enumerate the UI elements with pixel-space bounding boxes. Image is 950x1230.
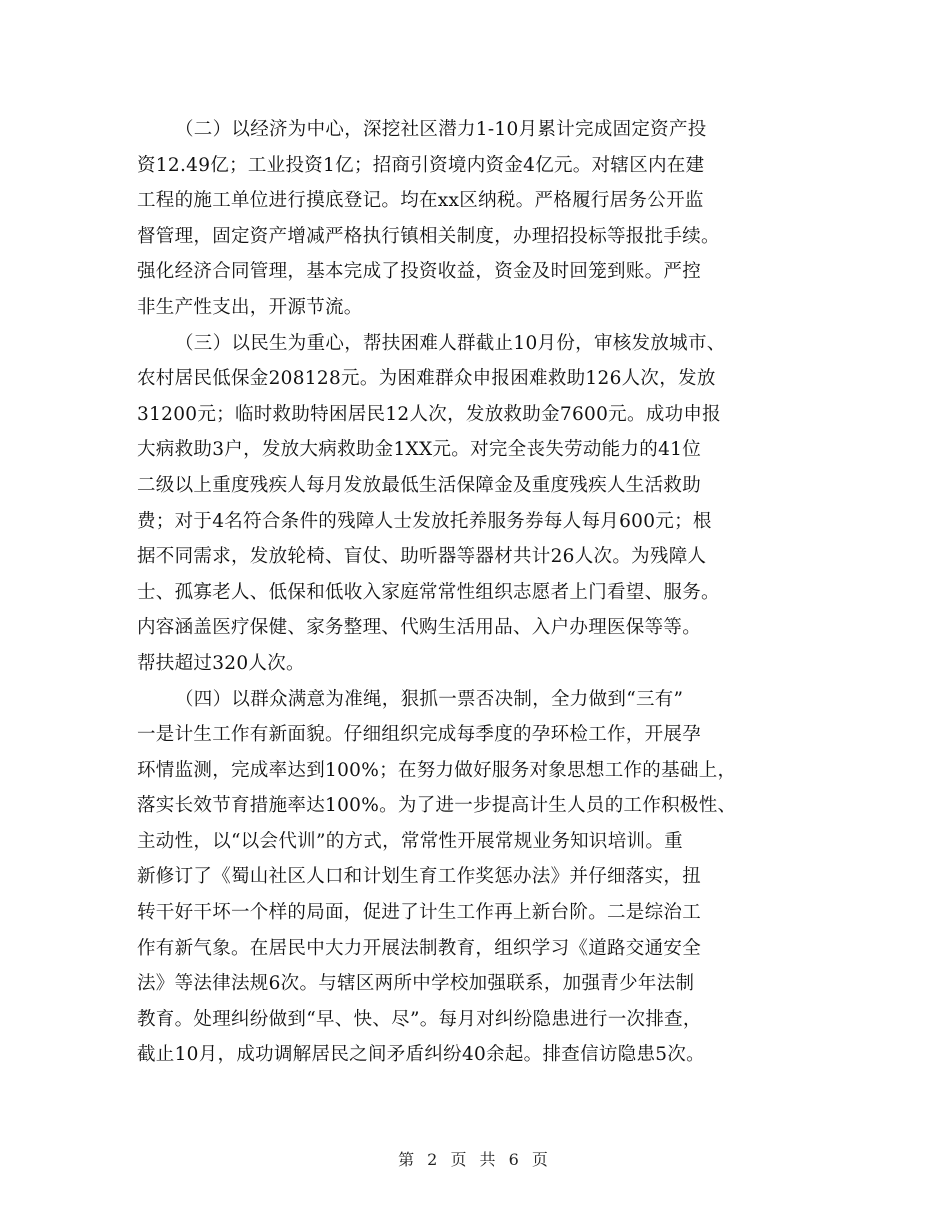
text-line: 作有新气象。在居民中大力开展法制教育，组织学习《道路交通安全 <box>137 937 702 959</box>
paragraph-economy <box>137 112 817 326</box>
text-line: 工程的施工单位进行摸底登记。均在xx区纳税。严格履行居务公开监 <box>137 190 704 212</box>
text-line: 大病救助3户，发放大病救助金1XX元。对完全丧失劳动能力的41位 <box>137 439 702 461</box>
text-line: 士、孤寡老人、低保和低收入家庭常常性组织志愿者上门看望、服务。 <box>137 581 720 603</box>
paragraph-livelihood <box>137 326 817 682</box>
text-line: 截止10月，成功调解居民之间矛盾纠纷40余起。排查信访隐患5次。 <box>137 1044 705 1066</box>
text-line: 农村居民低保金208128元。为困难群众申报困难救助126人次，发放 <box>137 368 716 390</box>
text-line: （三）以民生为重心，帮扶困难人群截止10月份，审核发放城市、 <box>175 332 726 354</box>
paragraph-satisfaction <box>137 682 817 1074</box>
text-line: 督管理，固定资产增减严格执行镇相关制度，办理招投标等报批手续。 <box>137 225 720 247</box>
text-line: 费；对于4名符合条件的残障人士发放托养服务券每人每月600元；根 <box>137 510 712 532</box>
text-line: 法》等法律法规6次。与辖区两所中学校加强联系，加强青少年法制 <box>137 973 695 995</box>
text-line: 31200元；临时救助特困居民12人次，发放救助金7600元。成功申报 <box>137 403 721 425</box>
text-line: 二级以上重度残疾人每月发放最低生活保障金及重度残疾人生活救助 <box>137 474 702 496</box>
text-line: 非生产性支出，开源节流。 <box>137 296 363 318</box>
text-line: 教育。处理纠纷做到“早、快、尽”。每月对纠纷隐患进行一次排查， <box>137 1008 702 1030</box>
text-line: 资12.49亿；工业投资1亿；招商引资境内资金4亿元。对辖区内在建 <box>137 154 705 176</box>
text-line: 落实长效节育措施率达100%。为了进一步提高计生人员的工作积极性、 <box>137 795 737 817</box>
text-line: （二）以经济为中心，深挖社区潜力1-10月累计完成固定资产投 <box>175 119 707 140</box>
text-line: 转干好干坏一个样的局面，促进了计生工作再上新台阶。二是综治工 <box>137 902 702 924</box>
text-line: 新修订了《蜀山社区人口和计划生育工作奖惩办法》并仔细落实，扭 <box>137 866 702 888</box>
page-number-footer: 第 2 页 共 6 页 <box>398 1150 552 1169</box>
body-text <box>137 112 817 1073</box>
text-line: （四）以群众满意为准绳，狠抓一票否决制，全力做到“三有” <box>175 688 684 710</box>
text-line: 帮扶超过320人次。 <box>137 652 305 674</box>
text-line: 环情监测，完成率达到100%；在努力做好服务对象思想工作的基础上， <box>137 759 737 781</box>
text-line: 一是计生工作有新面貌。仔细组织完成每季度的孕环检工作，开展孕 <box>137 724 702 746</box>
text-line: 主动性，以“以会代训”的方式，常常性开展常规业务知识培训。重 <box>137 830 683 852</box>
text-line: 内容涵盖医疗保健、家务整理、代购生活用品、入户办理医保等等。 <box>137 617 702 639</box>
text-line: 强化经济合同管理，基本完成了投资收益，资金及时回笼到账。严控 <box>137 261 702 283</box>
text-line: 据不同需求，发放轮椅、盲仗、助听器等器材共计26人次。为残障人 <box>137 546 707 568</box>
